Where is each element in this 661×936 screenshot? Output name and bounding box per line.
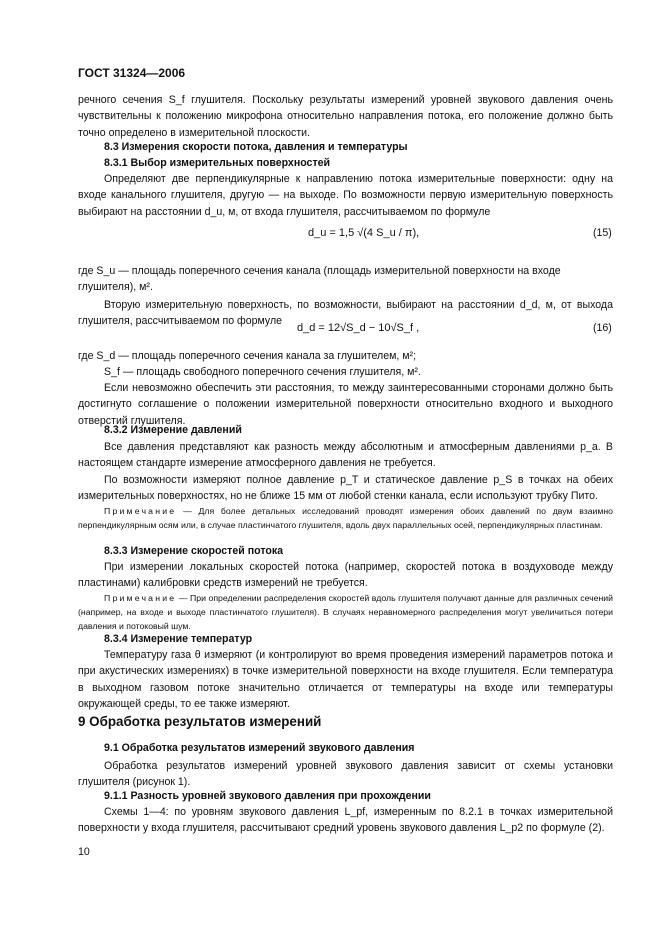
paragraph-1: речного сечения S_f глушителя. Поскольку результаты измерений уровней звукового давления очень чувствительны к положению микрофона относительно направления потока, его положение должно быть точно определено в измерительной плоскости.	[78, 94, 613, 139]
definition-sd: где S_d — площадь поперечного сечения канала за глушителем, м²;	[78, 350, 417, 362]
note-1-label: Примечание	[104, 506, 177, 516]
section-8-3-1: 8.3.1 Выбор измерительных поверхностей	[104, 157, 331, 169]
formula-15: d_u = 1,5 √(4 S_u / π),	[308, 227, 420, 239]
note-2-text: — При определении распределения скоростей вдоль глушителя получают данные для различных сечений (например, на входе и выходе пластинчатого глушителя). В случаях неравномерного распределения могут увеличиться потери давления и потоковый шум.	[78, 593, 614, 631]
section-9: 9 Обработка результатов измерений	[78, 714, 322, 729]
formula-16: d_d = 12√S_d − 10√S_f ,	[297, 322, 420, 334]
note-2	[78, 591, 613, 633]
formula-16-number: (16)	[593, 322, 612, 334]
note-1	[78, 504, 613, 532]
page-number: 10	[78, 846, 90, 858]
section-9-1: 9.1 Обработка результатов измерений звукового давления	[104, 742, 415, 754]
paragraph-6: По возможности измеряют полное давление p_T и статическое давление p_S в точках на обеих измерительных поверхностях, но не ближе 15 мм от любой стенки канала, если используют трубку Пито.	[78, 474, 613, 503]
paragraph-5: Все давления представляют как разность между абсолютным и атмосферным давлениями p_a. В настоящем стандарте измерение атмосферного давления не требуется.	[78, 441, 613, 470]
paragraph-3: Вторую измерительную поверхность, по возможности, выбирают на расстоянии d_d, м, от выхода глушителя, рассчитываемом по формуле	[78, 299, 613, 328]
definition-sf: S_f — площадь свободного поперечного сечения глушителя, м².	[104, 366, 421, 378]
section-8-3-2: 8.3.2 Измерение давлений	[104, 424, 242, 436]
section-9-1-1: 9.1.1 Разность уровней звукового давления при прохождении	[104, 790, 431, 802]
section-8-3-4: 8.3.4 Измерение температур	[104, 633, 253, 645]
definition-su: где S_u — площадь поперечного сечения канала (площадь измерительной поверхности на входе глушителя), м².	[78, 265, 561, 294]
section-8-3-3: 8.3.3 Измерение скоростей потока	[104, 545, 284, 557]
page-header: ГОСТ 31324—2006	[78, 66, 186, 80]
paragraph-10: Схемы 1—4: по уровням звукового давления L_pf, измеренным по 8.2.1 в точках измерительной поверхности у входа глушителя, рассчитывают средний уровень звукового давления L_p2 по формуле (2).	[78, 806, 613, 835]
note-2-label: Примечание	[104, 593, 177, 603]
paragraph-7: При измерении локальных скоростей потока (например, скоростей потока в воздуховоде между пластинами) калибровки средств измерений не требуется.	[78, 561, 613, 590]
paragraph-2: Определяют две перпендикулярные к направлению потока измерительные поверхности: одну на входе канального глушителя, другую — на выходе. По возможности первую измерительную поверхность выбирают на расстоянии d_u, м, от входа глушителя, рассчитываемом по формуле	[78, 173, 613, 218]
note-1-text: — Для более детальных исследований проводят измерения обоих давлений по двум взаимно перпендикулярным осям или, в случае пластинчатого глушителя, вдоль двух параллельных осей, перпендикулярных пластинам.	[78, 506, 613, 530]
paragraph-9: Обработка результатов измерений уровней звукового давления зависит от схемы установки глушителя (рисунок 1).	[78, 760, 613, 789]
paragraph-4: Если невозможно обеспечить эти расстояния, то между заинтересованными сторонами должно быть достигнуто соглашение о положении измерительной поверхности относительно входного и выходного отверстий глушителя.	[78, 382, 613, 427]
paragraph-8: Температуру газа θ измеряют (и контролируют во время проведения измерений параметров потока и при акустических измерениях) в точке измерительной поверхности на входе глушителя. Если температура в выходном газовом потоке значительно отличается от температуры на входе или температуры окружающей среды, то ее также измеряют.	[78, 649, 613, 711]
section-8-3: 8.3 Измерения скорости потока, давления и температуры	[104, 141, 408, 153]
formula-15-number: (15)	[593, 227, 612, 239]
